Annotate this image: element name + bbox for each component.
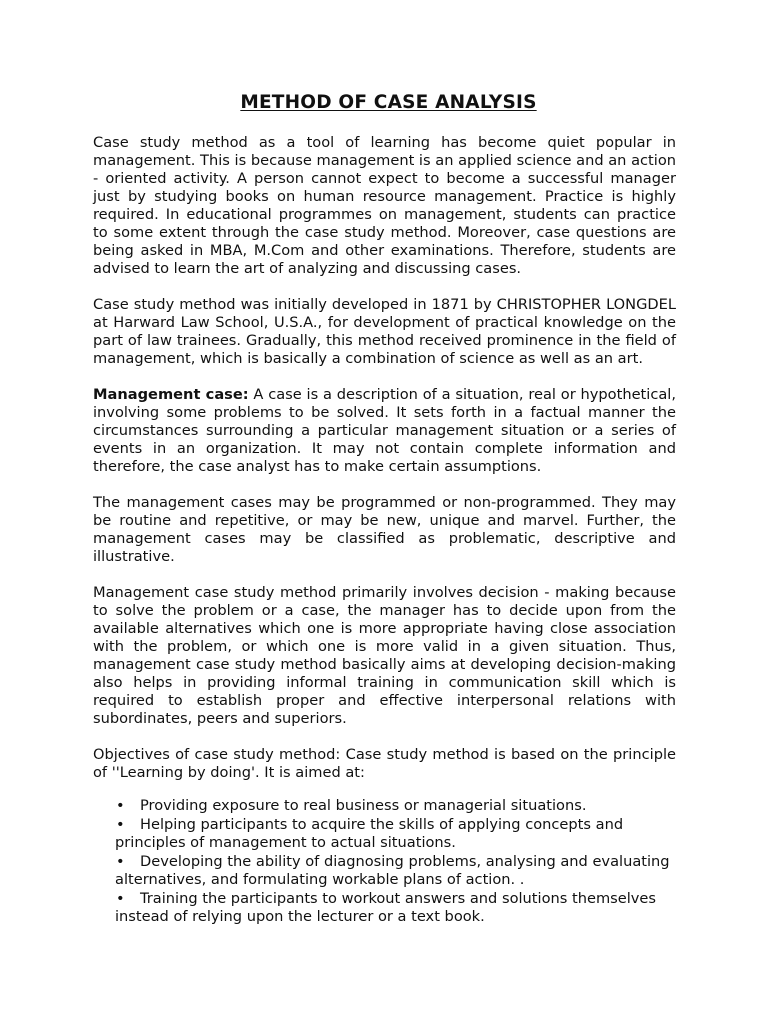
- paragraph-intro: Case study method as a tool of learning has become quiet popular in management. This is because management is an applied science and an action - oriented activity. A person cannot expect to become a successful manager just by studying books on human resource management. Practice is highly required. In educational programmes on management, students can practice to some extent through the case study method. Moreover, case questions are being asked in MBA, M.Com and other examinations. Therefore, students are advised to learn the art of analyzing and discussing cases.: [93, 134, 676, 277]
- bullet-icon: •: [116, 816, 125, 833]
- document-page: [93, 92, 676, 927]
- paragraph-management-case: [93, 386, 676, 476]
- paragraph-history: Case study method was initially developed in 1871 by CHRISTOPHER LONGDEL at Harward Law School, U.S.A., for development of practical knowledge on the part of law trainees. Gradually, this method received prominence in the field of management, which is basically a combination of science as well as an art.: [93, 296, 676, 367]
- management-case-label: Management case:: [93, 386, 249, 403]
- objectives-list: [93, 797, 676, 926]
- paragraph-objectives: Objectives of case study method: Case study method is based on the principle of ''Learning by doing'. It is aimed at:: [93, 746, 676, 781]
- list-item-text: Developing the ability of diagnosing problems, analysing and evaluating alternatives, and formulating workable plans of action. .: [115, 853, 670, 888]
- paragraph-case-types: The management cases may be programmed or non-programmed. They may be routine and repetitive, or may be new, unique and marvel. Further, the management cases may be classified as problematic, descriptive and illustrative.: [93, 494, 676, 565]
- paragraph-decision-making: Management case study method primarily involves decision - making because to solve the problem or a case, the manager has to decide upon from the available alternatives which one is more appropriate having close association with the problem, or which one is more valid in a given situation. Thus, management case study method basically aims at developing decision-making also helps in providing informal training in communication skill which is required to establish proper and effective interpersonal relations with subordinates, peers and superiors.: [93, 584, 676, 727]
- bullet-icon: •: [116, 890, 125, 907]
- bullet-icon: •: [116, 797, 125, 814]
- list-item-text: Providing exposure to real business or managerial situations.: [140, 797, 587, 814]
- list-item: [115, 816, 676, 852]
- bullet-icon: •: [116, 853, 125, 870]
- list-item: [115, 853, 676, 889]
- list-item-text: Helping participants to acquire the skills of applying concepts and principles of management to actual situations.: [115, 816, 624, 851]
- list-item: [115, 797, 676, 815]
- document-title: METHOD OF CASE ANALYSIS: [240, 92, 537, 113]
- management-case-text: A case is a description of a situation, real or hypothetical, involving some problems to be solved. It sets forth in a factual manner the circumstances surrounding a particular management situation or a series of events in an organization. It may not contain complete information and therefore, the case analyst has to make certain assumptions.: [93, 386, 676, 475]
- list-item-text: Training the participants to workout answers and solutions themselves instead of relying upon the lecturer or a text book.: [115, 890, 657, 925]
- list-item: [115, 890, 676, 926]
